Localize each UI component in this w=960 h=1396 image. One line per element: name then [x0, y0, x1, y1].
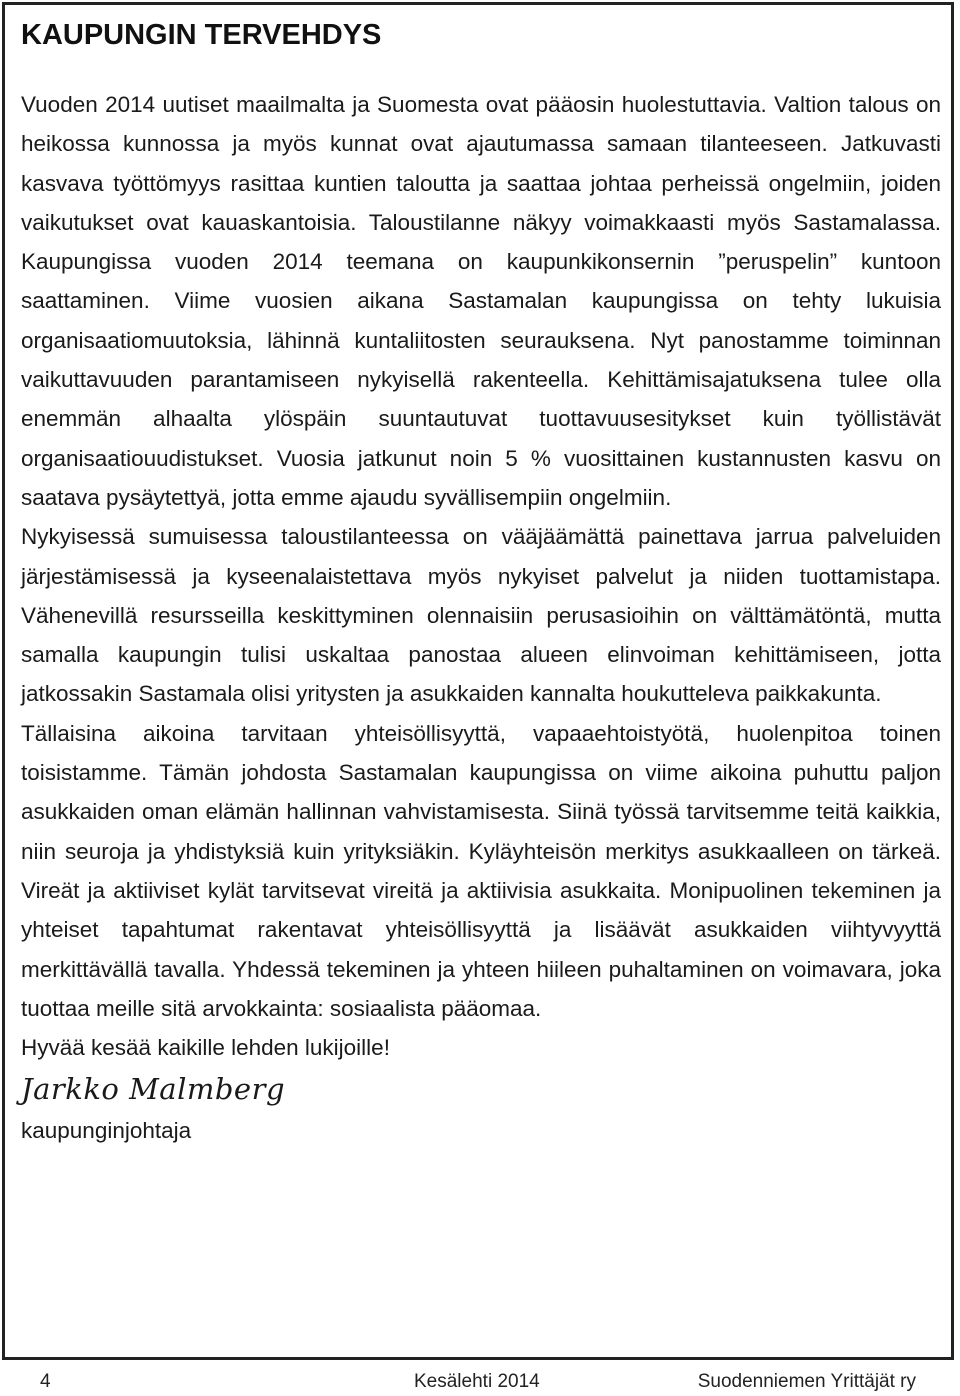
paragraph: Vuoden 2014 uutiset maailmalta ja Suomesta ovat pääosin huolestuttavia. Valtion talous on heikossa kunnossa ja myös kunnat ovat ajautumassa samaan tilanteeseen. Jatkuvasti kasvava työttömyys rasittaa kuntien taloutta ja saattaa johtaa perheissä ongelmiin, joiden vaikutukset ovat kauaskantoisia. Taloustilanne näkyy voimakkaasti myös Sastamalassa. Kaupungissa vuoden 2014 teemana on kaupunkikonsernin ”peruspelin” kuntoon saattaminen. Viime vuosien aikana Sastamalan kaupungissa on tehty lukuisia organisaatiomuutoksia, lähinnä kuntaliitosten seurauksena. Nyt panostamme toiminnan vaikuttavuuden parantamiseen nykyisellä rakenteella. Kehittämisajatuksena tulee olla enemmän alhaalta ylöspäin suuntautuvat tuottavuusesitykset kuin työllistävät organisaatiouudistukset. Vuosia jatkunut noin 5 % vuosittainen kustannusten kasvu on saatava pysäytettyä, jotta emme ajaudu syvällisempiin ongelmiin. — [21, 92, 941, 510]
article-frame — [2, 2, 954, 1360]
paragraph: Nykyisessä sumuisessa taloustilanteessa on vääjäämättä painettava jarrua palveluiden järjestämisessä ja kyseenalaistettava myös nykyiset palvelut ja niiden tuottamistapa. Vähenevillä resursseilla keskittyminen olennaisiin perusasioihin on välttämätöntä, mutta samalla kaupungin tulisi uskaltaa panostaa alueen elinvoiman kehittämiseen, jotta jatkossakin Sastamala olisi yritysten ja asukkaiden kannalta houkutteleva paikkakunta. — [21, 524, 941, 707]
page-number: 4 — [40, 1371, 51, 1392]
article-title: KAUPUNGIN TERVEHDYS — [21, 19, 382, 51]
article-body — [21, 85, 941, 1150]
publication-name: Kesälehti 2014 — [414, 1371, 540, 1392]
signer-title: kaupunginjohtaja — [21, 1118, 192, 1144]
organization-name: Suodenniemen Yrittäjät ry — [697, 1371, 916, 1392]
paragraph: Tällaisina aikoina tarvitaan yhteisöllisyyttä, vapaaehtoistyötä, huolenpitoa toinen toisistamme. Tämän johdosta Sastamalan kaupungissa on viime aikoina puhuttu paljon asukkaiden oman elämän hallinnan vahvistamisesta. Siinä työssä tarvitsemme teitä kaikkia, niin seuroja ja yhdistyksiä kuin yrityksiäkin. Kyläyhteisön merkitys asukkaalleen on tärkeä. Vireät ja aktiiviset kylät tarvitsevat vireitä ja aktiivisia asukkaita. Monipuolinen tekeminen ja yhteiset tapahtumat rakentavat yhteisöllisyyttä ja lisäävät asukkaiden viihtyvyyttä merkittävällä tavalla. Yhdessä tekeminen ja yhteen hiileen puhaltaminen on voimavara, joka tuottaa meille sitä arvokkainta: sosiaalista pääomaa. — [21, 720, 941, 1021]
greeting: Hyvää kesää kaikille lehden lukijoille! — [21, 1035, 390, 1061]
signature: Jarkko Malmberg — [21, 1072, 286, 1107]
